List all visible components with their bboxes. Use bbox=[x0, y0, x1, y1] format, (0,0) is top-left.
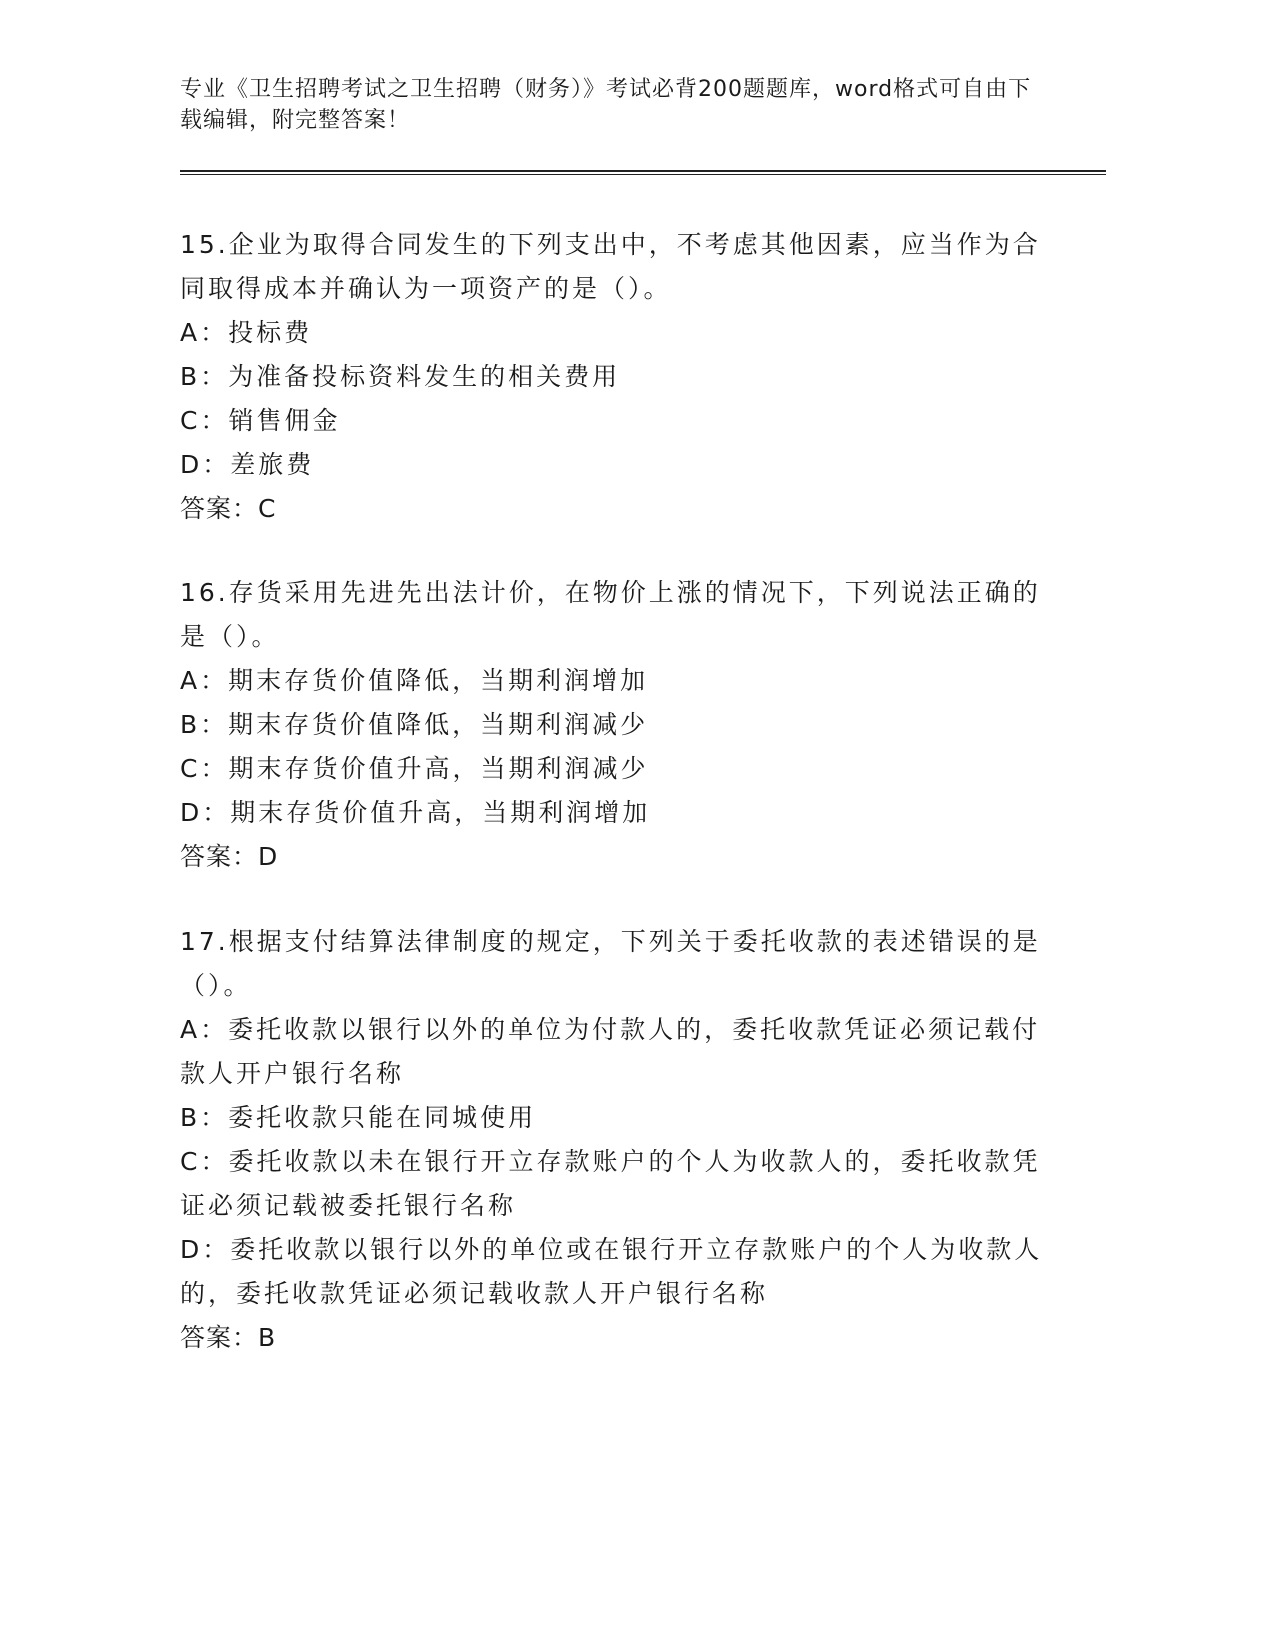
option-d: D：委托收款以银行以外的单位或在银行开立存款账户的个人为收款人的，委托收款凭证必须记载收款人开户银行名称 bbox=[180, 1235, 1043, 1308]
option-c: C：期末存货价值升高，当期利润减少 bbox=[180, 754, 649, 783]
option-b: B：为准备投标资料发生的相关费用 bbox=[180, 362, 621, 391]
answer-line: 答案：B bbox=[180, 1323, 277, 1352]
answer-line: 答案：D bbox=[180, 842, 279, 871]
question-block bbox=[180, 920, 1050, 1360]
question-stem: 16.存货采用先进先出法计价，在物价上涨的情况下，下列说法正确的是（）。 bbox=[180, 578, 1041, 651]
question-block bbox=[180, 223, 1050, 531]
option-a: A：期末存货价值降低，当期利润增加 bbox=[180, 666, 649, 695]
option-d: D：差旅费 bbox=[180, 450, 315, 479]
option-a: A：委托收款以银行以外的单位为付款人的，委托收款凭证必须记载付款人开户银行名称 bbox=[180, 1015, 1041, 1088]
option-b: B：委托收款只能在同城使用 bbox=[180, 1103, 537, 1132]
option-c: C：销售佣金 bbox=[180, 406, 341, 435]
option-a: A：投标费 bbox=[180, 318, 313, 347]
option-b: B：期末存货价值降低，当期利润减少 bbox=[180, 710, 649, 739]
option-c: C：委托收款以未在银行开立存款账户的个人为收款人的，委托收款凭证必须记载被委托银行名称 bbox=[180, 1147, 1041, 1220]
question-stem: 15.企业为取得合同发生的下列支出中，不考虑其他因素，应当作为合同取得成本并确认为一项资产的是（）。 bbox=[180, 230, 1041, 303]
question-block bbox=[180, 571, 1050, 879]
header-divider bbox=[180, 170, 1106, 175]
question-stem: 17.根据支付结算法律制度的规定，下列关于委托收款的表述错误的是（）。 bbox=[180, 927, 1041, 1000]
document-intro: 专业《卫生招聘考试之卫生招聘（财务）》考试必背200题题库，word格式可自由下载编辑，附完整答案！ bbox=[180, 77, 1032, 133]
option-d: D：期末存货价值升高，当期利润增加 bbox=[180, 798, 651, 827]
answer-line: 答案：C bbox=[180, 494, 277, 523]
